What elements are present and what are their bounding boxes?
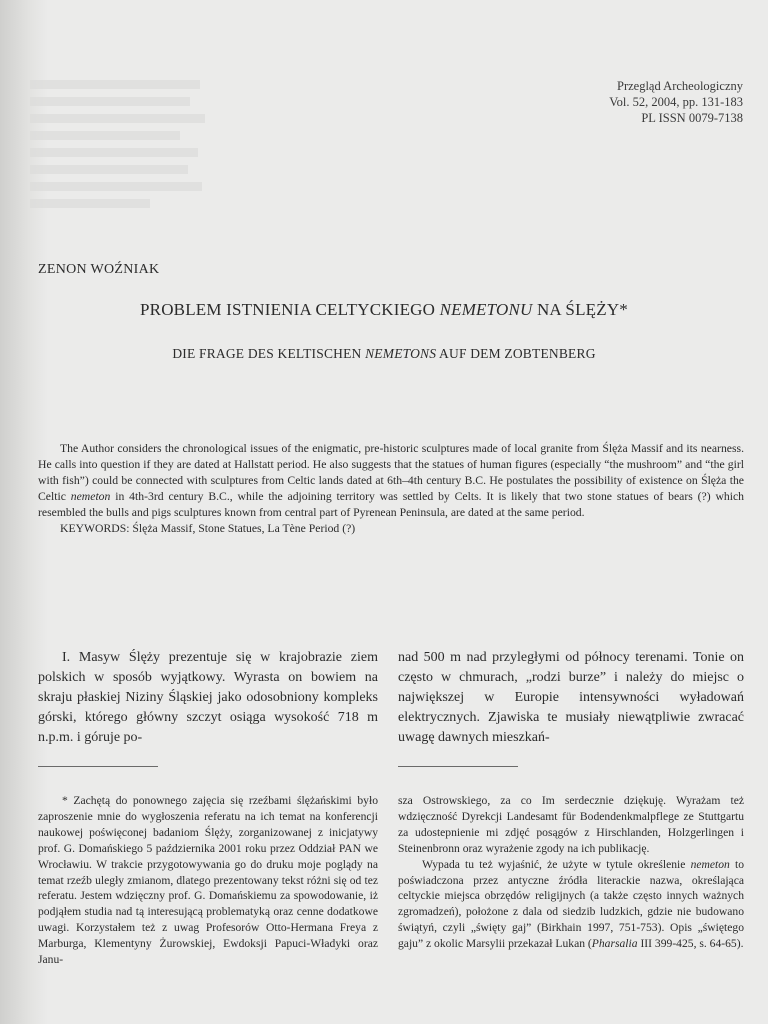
body-column-left: I. Masyw Ślęży prezentuje się w krajobrazie ziem polskich w sposób wyjątkowy. Wyrasta on bowiem na skraju płaskiej Niziny Śląskiej jako odosobniony kompleks górski, którego główny szczyt osiąga wysokość 718 m n.p.m. i góruje po- [38,650,378,745]
footnote-text: Wypada tu też wyjaśnić, że użyte w tytule określenie [422,857,691,871]
paper-title [0,300,768,320]
title-italic-term: NEMETONU [439,300,533,319]
footnote-right-paragraph-1: sza Ostrowskiego, za co Im serdecznie dziękuję. Wyrażam też wdzięczność Dyrekcji Landesamt für Bodendenkmalpflege ze Stuttgartu za udostepnienie mi zdjęć posągów z Hirschlanden, Holzgerlingen i Steinenbronn oraz wyrażenie zgody na ich publikację. [398,794,744,855]
author-name: ZENON WOŹNIAK [38,262,160,277]
abstract-text-start: The Author considers the chronological issues of the enigmatic, pre-historic sculptures made of local granite from Ślęża Massif and its nearness. He calls into question if they are dated at Hallstatt period. He also suggests that the statues of human figures (especially “the mushroom” and “the girl with fish”) could be connected with sculptures from Celtic lands dated at 6th–4th century B.C. He postulates the possibility of existence on Ślęża the Celtic [38,442,744,503]
abstract [38,441,744,537]
subtitle-text-end: AUF DEM ZOBTENBERG [436,346,596,361]
footnote-right-paragraph-2 [398,857,744,952]
footnote-text: III 399-425, s. 64-65). [637,937,744,951]
subtitle-italic-term: NEMETONS [365,346,437,361]
journal-volume: Vol. 52, 2004, pp. 131-183 [609,95,743,109]
abstract-text-end: in 4th-3rd century B.C., while the adjoining territory was settled by Celts. It is likely that two stone statues of bears (?) which resembled the bulls and pigs sculptures known from central part of Pyrenean Peninsula, are dated at the same period. [38,490,745,519]
footnote-left: * Zachętą do ponownego zajęcia się rzeźbami ślężańskimi było zaproszenie mnie do wygłoszenia referatu na ich temat na konferencji naukowej poświęconej badaniom Ślęży, zorganizowanej z inicjatywy prof. G. Domańskiego 5 października 2001 roku przez Oddział PAN we Wrocławiu. W trakcie przygotowywania go do druku moje poglądy na temat rzeźb uległy zmianom, dlatego prezentowany tekst różni się od tez referatu. Jestem wdzięczny prof. G. Domańskiemu za spowodowanie, iż podjąłem studia nad tą interesującą problematyką oraz cenne dodatkowe uwagi. Korzystałem też z uwag Profesorów Otto-Hermana Freya z Marburga, Klementyny Żurowskiej, Ewdoksji Papuci-Władyki oraz Janu- [38,794,378,967]
footnote-divider-left [38,766,158,767]
body-column-right: nad 500 m nad przyległymi od północy terenami. Tonie on często w chmurach, „rodzi burze” i należy do miejsc o największej w Europie intensywności wyładowań elektrycznych. Zjawiska te musiały niewątpliwie zwracać uwagę dawnych mieszkań- [398,650,744,745]
footnote-right [398,793,744,952]
journal-name: Przegląd Archeologiczny [617,79,743,93]
footnote-text: to poświadczona przez antyczne źródła literackie nazwa, określająca celtyckie miejsca obrzędów religijnych (a także często innych ważnych zgromadzeń), położone z dala od siedzib ludzkich, gdzie nie budowano świątyń, czyli „święty gaj” (Birkhain 1997, 751-753). Opis „świętego gaju” z okolic Marsylii przekazał Lukan ( [398,857,744,951]
title-text: PROBLEM ISTNIENIA CELTYCKIEGO [140,300,440,319]
journal-info [609,78,743,126]
abstract-text [38,441,744,521]
footnote-italic-term: nemeton [690,857,730,871]
journal-issn: PL ISSN 0079-7138 [641,111,743,125]
footnote-divider-right [398,766,518,767]
show-through-text [30,80,220,216]
footnote-italic-title: Pharsalia [591,937,638,951]
paper-subtitle [0,346,768,362]
abstract-italic-term: nemeton [70,490,111,503]
subtitle-text: DIE FRAGE DES KELTISCHEN [172,346,366,361]
keywords: KEYWORDS: Ślęża Massif, Stone Statues, La Tène Period (?) [60,522,356,535]
title-text-end: NA ŚLĘŻY* [532,300,628,319]
